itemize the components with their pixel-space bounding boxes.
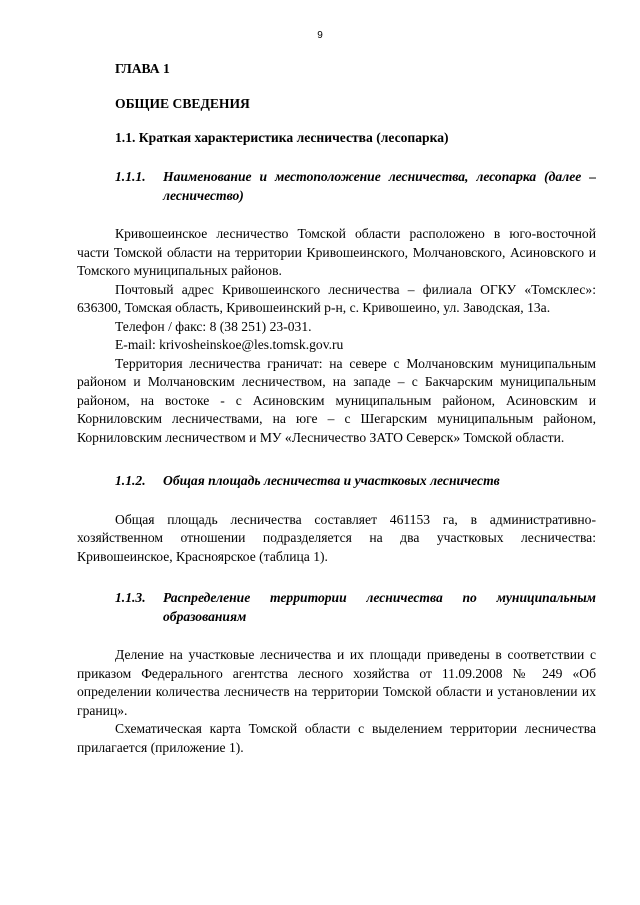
document-body xyxy=(77,60,596,757)
page-number: 9 xyxy=(317,30,323,41)
section-title: 1.1. Краткая характеристика лесничества (лесопарка) xyxy=(115,130,449,145)
subsection-heading-1-1-2 xyxy=(115,472,596,491)
subsection-body-1-1-2 xyxy=(77,511,596,567)
subsection-number: 1.1.3. xyxy=(115,590,146,605)
paragraph: Схематическая карта Томской области с выделением территории лесничества прилагается (приложение 1). xyxy=(77,721,596,755)
subsection-body-1-1-3 xyxy=(77,646,596,757)
paragraph: Кривошеинское лесничество Томской области расположено в юго-восточной части Томской области на территории Кривошеинского, Молчановского, Асиновского и Томского муниципальных районов. xyxy=(77,226,596,278)
chapter-label: ГЛАВА 1 xyxy=(115,61,170,76)
paragraph-email: E-mail: krivosheinskoe@les.tomsk.gov.ru xyxy=(115,337,344,352)
paragraph: Почтовый адрес Кривошеинского лесничества – филиала ОГКУ «Томсклес»: 636300, Томская область, Кривошеинский р-н, с. Кривошеино, ул. Заводская, 13а. xyxy=(77,281,596,315)
subsection-title: Общая площадь лесничества и участковых лесничеств xyxy=(163,473,500,488)
subsection-heading-1-1-1 xyxy=(115,168,596,205)
paragraph-phone: Телефон / факс: 8 (38 251) 23-031. xyxy=(115,318,312,334)
subsection-title: Наименование и местоположение лесничества, лесопарка (далее – лесничество) xyxy=(163,169,596,203)
subsection-title: Распределение территории лесничества по муниципальным образованиям xyxy=(163,590,596,624)
paragraph: Деление на участковые лесничества и их площади приведены в соответствии с приказом Федерального агентства лесного хозяйства от 11.09.2008 № 249 «Об определении количества лесничеств на территории Томской области и установлении их границ». xyxy=(77,647,596,718)
subsection-number: 1.1.1. xyxy=(115,169,146,184)
subsection-heading-1-1-3 xyxy=(115,589,596,626)
chapter-title: ОБЩИЕ СВЕДЕНИЯ xyxy=(115,96,250,111)
subsection-number: 1.1.2. xyxy=(115,473,146,488)
subsection-body-1-1-1 xyxy=(77,225,596,447)
paragraph: Территория лесничества граничат: на севере с Молчановским муниципальным районом и Молчановским лесничеством, на западе – с Бакчарским муниципальным районом, на востоке - с Асиновским муниципальным районом, Асиновским и Корниловским лесничествами, на юге – с Шегарским муниципальным районом, Корниловским лесничеством и МУ «Лесничество ЗАТО Северск» Томской области. xyxy=(77,355,596,445)
paragraph: Общая площадь лесничества составляет 461153 га, в административно-хозяйственном отношении подразделяется на два участковых лесничества: Кривошеинское, Красноярское (таблица 1). xyxy=(77,511,596,564)
